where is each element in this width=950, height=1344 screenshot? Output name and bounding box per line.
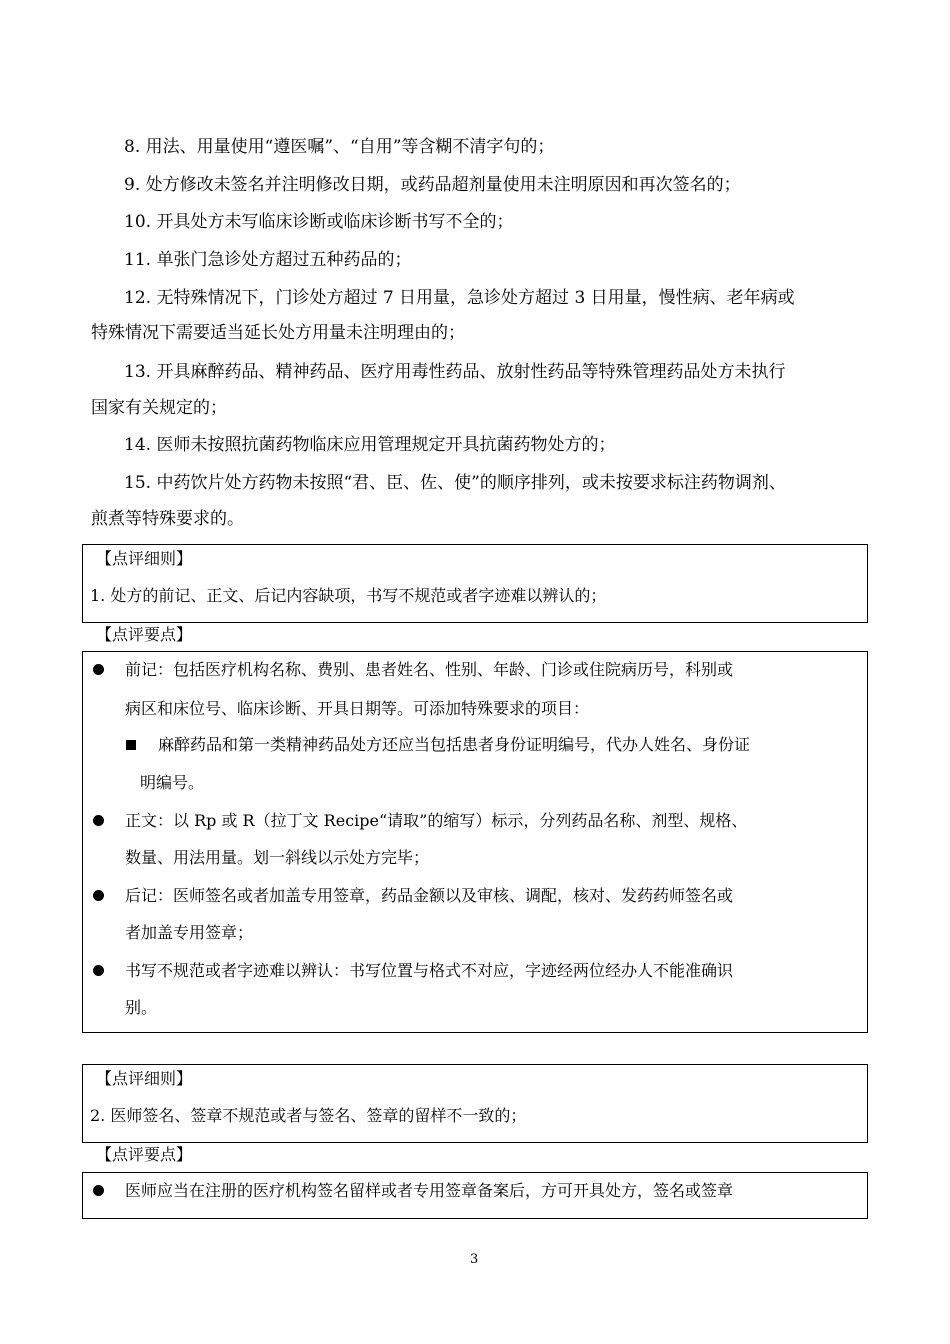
point-3-line1: 正文：以 Rp 或 R（拉丁文 Recipe“请取”的缩写）标示，分列药品名称、剂型、规格、: [125, 811, 748, 830]
bullet-icon: [93, 815, 104, 826]
rule-text-2: 2. 医师签名、签章不规范或者与签名、签章的留样不一致的；: [90, 1106, 527, 1125]
list-item-11: 11. 单张门急诊处方超过五种药品的；: [124, 250, 412, 270]
bullet-icon: [93, 965, 104, 976]
rule-box-1: [82, 544, 868, 623]
points-label-1: 【点评要点】: [96, 625, 193, 644]
point-2-line2: 明编号。: [140, 773, 205, 792]
list-item-12-cont: 特殊情况下需要适当延长处方用量未注明理由的；: [91, 323, 465, 343]
list-item-15: 15. 中药饮片处方药物未按照“君、臣、佐、使”的顺序排列，或未按要求标注药物调剂、: [124, 473, 786, 493]
bullet-icon: [93, 664, 104, 675]
point-5-line2: 别。: [125, 998, 158, 1017]
point-1-line1: 前记：包括医疗机构名称、费别、患者姓名、性别、年龄、门诊或住院病历号，科别或: [125, 660, 734, 679]
list-item-8: 8. 用法、用量使用“遵医嘱”、“自用”等含糊不清字句的；: [124, 137, 555, 157]
points-label-2: 【点评要点】: [96, 1145, 193, 1164]
point-4-line1: 后记：医师签名或者加盖专用签章，药品金额以及审核、调配，核对、发药药师签名或: [125, 886, 734, 905]
rule-box-2: [82, 1064, 868, 1143]
list-item-14: 14. 医师未按照抗菌药物临床应用管理规定开具抗菌药物处方的；: [124, 435, 616, 455]
bullet-icon: [93, 1185, 104, 1196]
bullet-icon: [93, 890, 104, 901]
point-5-line1: 书写不规范或者字迹难以辨认：书写位置与格式不对应，字迹经两位经办人不能准确识: [125, 961, 734, 980]
list-item-15-cont: 煎煮等特殊要求的。: [91, 509, 244, 529]
list-item-10: 10. 开具处方未写临床诊断或临床诊断书写不全的；: [124, 212, 514, 232]
rule-label-2: 【点评细则】: [96, 1069, 193, 1088]
point-2-line1: 麻醉药品和第一类精神药品处方还应当包括患者身份证明编号，代办人姓名、身份证: [158, 735, 751, 754]
list-item-13-cont: 国家有关规定的；: [91, 398, 227, 418]
point-4-line2: 者加盖专用签章；: [125, 923, 254, 942]
page-number: 3: [470, 1252, 479, 1267]
list-item-9: 9. 处方修改未签名并注明修改日期，或药品超剂量使用未注明原因和再次签名的；: [124, 175, 741, 195]
list-item-12: 12. 无特殊情况下，门诊处方超过 7 日用量，急诊处方超过 3 日用量，慢性病、老年病或: [124, 288, 795, 308]
rule-label-1: 【点评细则】: [96, 549, 193, 568]
point-3-line2: 数量、用法用量。划一斜线以示处方完毕；: [125, 848, 430, 867]
list-item-13: 13. 开具麻醉药品、精神药品、医疗用毒性药品、放射性药品等特殊管理药品处方未执行: [124, 362, 786, 382]
square-bullet-icon: [126, 740, 136, 750]
rule-text-1: 1. 处方的前记、正文、后记内容缺项，书写不规范或者字迹难以辨认的；: [90, 586, 607, 605]
point-1-line2: 病区和床位号、临床诊断、开具日期等。可添加特殊要求的项目：: [125, 699, 590, 718]
section2-point-1: 医师应当在注册的医疗机构签名留样或者专用签章备案后，方可开具处方，签名或签章: [125, 1181, 734, 1200]
